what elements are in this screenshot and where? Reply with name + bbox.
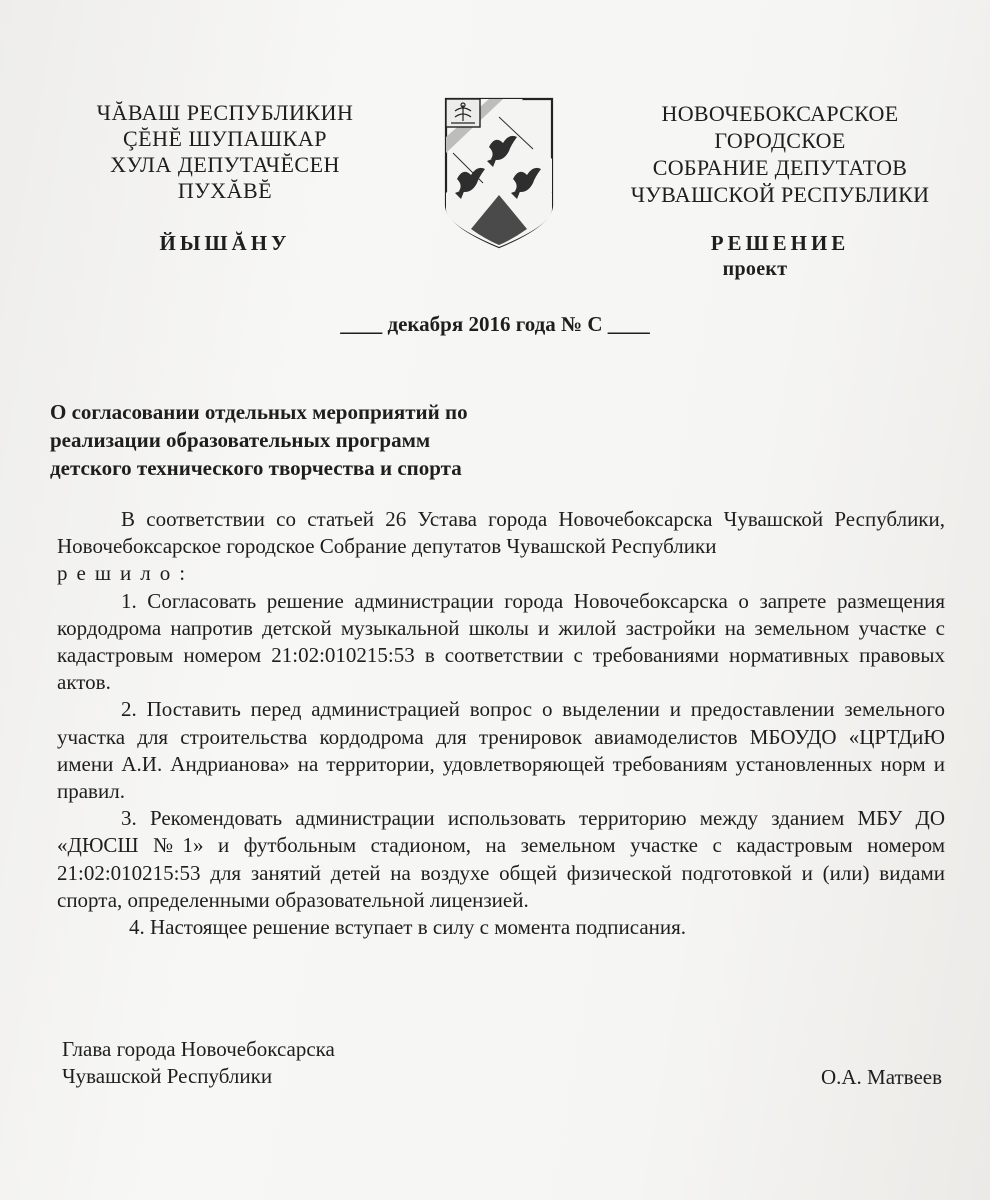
decision-label-chuvash: ЙЫШĂНУ [159, 231, 291, 255]
document-title-line: детского технического творчества и спорта [50, 456, 462, 480]
date-number-line: ____ декабря 2016 года № С ____ [340, 312, 650, 336]
body-item: 4. Настоящее решение вступает в силу с момента подписания. [129, 915, 687, 940]
body-intro: В соответствии со статьей 26 Устава города Новочебоксарска Чувашской Республики, Новочебоксарское городское Собрание депутатов Чувашской Республики [57, 507, 945, 559]
decision-label-russian: РЕШЕНИЕ [710, 231, 850, 255]
header-chuvash-line: ЧĂВАШ РЕСПУБЛИКИН [96, 100, 354, 125]
body-resolved: решило: [57, 561, 195, 586]
header-russian-line: ЧУВАШСКОЙ РЕСПУБЛИКИ [630, 182, 930, 207]
signature-block [62, 1036, 942, 1090]
header-chuvash-line: ÇĔНĔ ШУПАШКАР [123, 126, 327, 151]
signatory-position [62, 1036, 335, 1090]
header-chuvash-line: ХУЛА ДЕПУТАЧĔСЕН [110, 152, 340, 177]
document-title-line: О согласовании отдельных мероприятий по [50, 400, 468, 424]
body-item: 2. Поставить перед администрацией вопрос о выделении и предоставлении земельного участка для строительства кордодрома для тренировок авиамоделистов МБОУДО «ЦРТДиЮ имени А.И. Андрианова» на территории, удовлетворяющей требованиям установленных норм и правил. [57, 697, 945, 804]
body-item: 3. Рекомендовать администрации использовать территорию между зданием МБУ ДО «ДЮСШ №1» и футбольным стадионом, на земельном участке с кадастровым номером 21:02:010215:53 для занятий детей на воздухе общей физической подготовкой и (или) видами спорта, определенными образовательной лицензией. [57, 806, 945, 912]
document-title [50, 398, 570, 482]
signatory-position-line: Глава города Новочебоксарска [62, 1037, 335, 1061]
coat-of-arms-icon [443, 97, 555, 249]
signatory-name: О.А. Матвеев [820, 1065, 942, 1089]
project-label: проект [722, 258, 788, 280]
header-chuvash-line: ПУХĂВĔ [177, 178, 273, 203]
signatory-position-line: Чувашской Республики [62, 1064, 273, 1088]
header-russian-line: СОБРАНИЕ ДЕПУТАТОВ [652, 155, 908, 180]
document-title-line: реализации образовательных программ [50, 428, 431, 452]
document-body [57, 506, 945, 941]
body-item: 1. Согласовать решение администрации города Новочебоксарска о запрете размещения кордодрома напротив детской музыкальной школы и жилой застройки на земельном участке с кадастровым номером 21:02:010215:53 в соответствии с требованиями нормативных правовых актов. [57, 588, 945, 695]
header-russian-line: ГОРОДСКОЕ [714, 128, 846, 153]
header-russian [620, 100, 940, 281]
header-chuvash [60, 100, 390, 256]
header-russian-line: НОВОЧЕБОКСАРСКОЕ [661, 101, 899, 126]
